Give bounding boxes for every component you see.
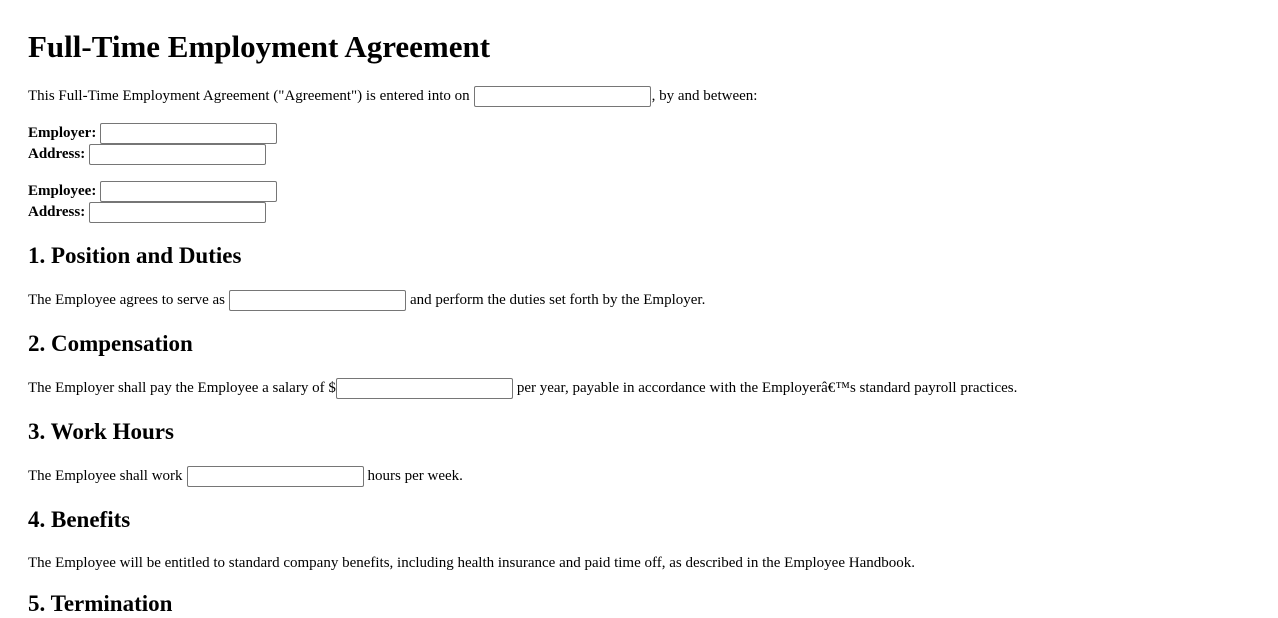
position-text-after: and perform the duties set forth by the Employer. <box>410 292 706 308</box>
section-work-hours-paragraph <box>28 465 463 487</box>
employee-address-input[interactable] <box>89 202 266 223</box>
section-heading-compensation: 2. Compensation <box>28 331 193 356</box>
employer-name-input[interactable] <box>100 123 277 144</box>
employer-row <box>28 122 277 144</box>
employer-label: Employer: <box>28 125 97 141</box>
employee-name-input[interactable] <box>100 181 277 202</box>
intro-suffix-text: , by and between: <box>651 88 758 104</box>
salary-text-before: The Employer shall pay the Employee a salary of $ <box>28 380 336 396</box>
benefits-text: The Employee will be entitled to standard company benefits, including health insurance and paid time off, as described in the Employee Handbook. <box>28 555 915 571</box>
section-position-paragraph <box>28 289 705 311</box>
employee-row <box>28 180 277 202</box>
intro-prefix-text: This Full-Time Employment Agreement ("Agreement") is entered into on <box>28 88 470 104</box>
section-compensation-paragraph <box>28 377 1017 399</box>
hours-text-after: hours per week. <box>367 468 463 484</box>
section-heading-work-hours: 3. Work Hours <box>28 419 174 444</box>
section-heading-termination: 5. Termination <box>28 591 173 616</box>
employee-address-label: Address: <box>28 204 86 220</box>
position-input[interactable] <box>229 290 406 311</box>
agreement-date-input[interactable] <box>474 86 651 107</box>
employer-address-input[interactable] <box>89 144 266 165</box>
hours-text-before: The Employee shall work <box>28 468 183 484</box>
section-heading-position: 1. Position and Duties <box>28 243 242 268</box>
position-text-before: The Employee agrees to serve as <box>28 292 225 308</box>
salary-input[interactable] <box>336 378 513 399</box>
hours-input[interactable] <box>187 466 364 487</box>
salary-text-after: per year, payable in accordance with the Employerâ€™s standard payroll practices. <box>516 380 1018 396</box>
section-heading-benefits: 4. Benefits <box>28 507 131 532</box>
page-title: Full-Time Employment Agreement <box>28 29 491 64</box>
section-benefits-paragraph <box>28 552 915 574</box>
employee-address-row <box>28 201 266 223</box>
employer-address-label: Address: <box>28 146 86 162</box>
employee-label: Employee: <box>28 183 97 199</box>
intro-paragraph <box>28 85 757 107</box>
employer-address-row <box>28 143 266 165</box>
